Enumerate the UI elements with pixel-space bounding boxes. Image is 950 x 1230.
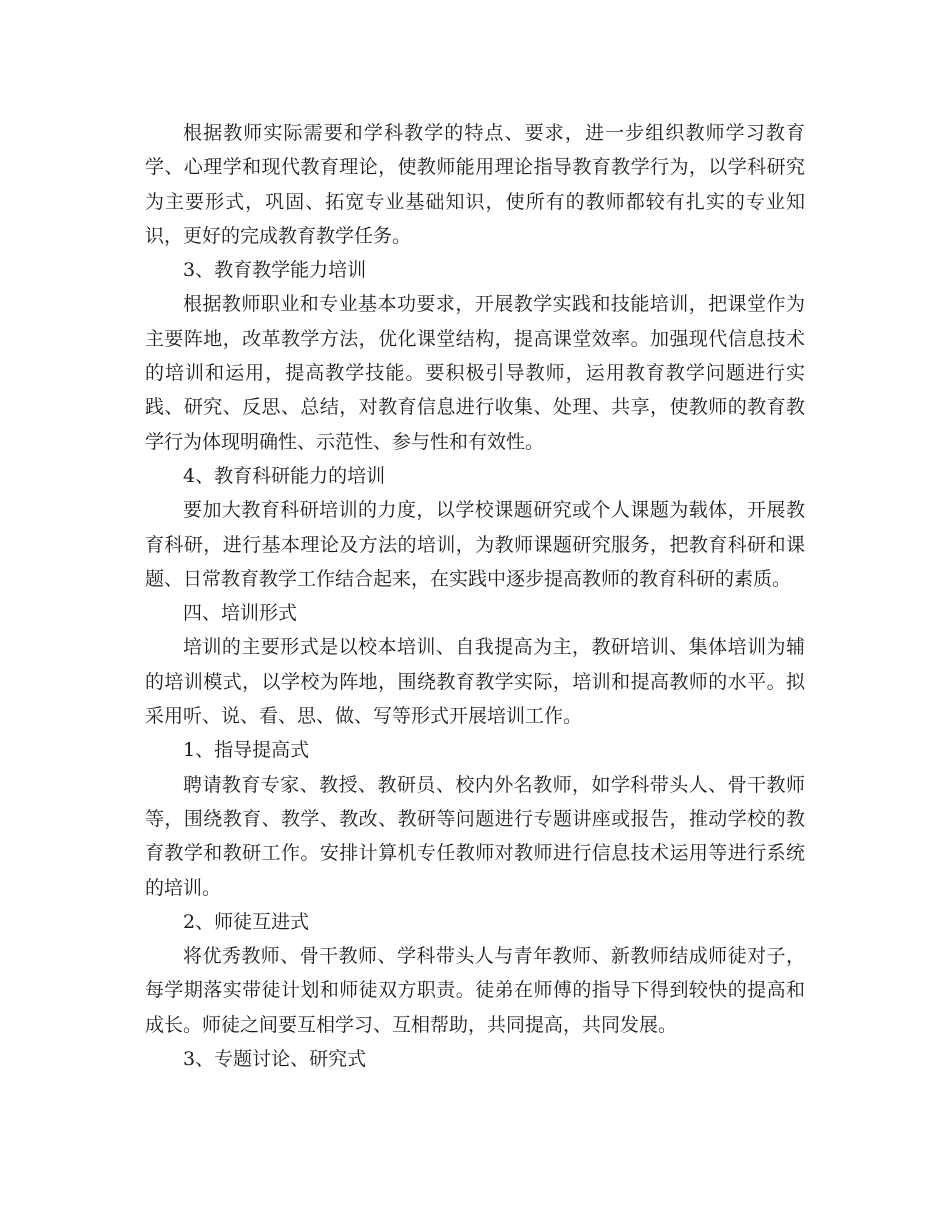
paragraph: 聘请教育专家、教授、教研员、校内外名教师，如学科带头人、骨干教师等，围绕教育、教学、教改、教研等问题进行专题讲座或报告，推动学校的教育教学和教研工作。安排计算机专任教师对教师进行信息技术运用等进行系统的培训。 (145, 773, 805, 899)
document-body (145, 116, 805, 1076)
section-heading: 3、教育教学能力培训 (183, 259, 367, 282)
paragraph: 培训的主要形式是以校本培训、自我提高为主，教研培训、集体培训为辅的培训模式，以学校为阵地，围绕教育教学实际，培训和提高教师的水平。拟采用听、说、看、思、做、写等形式开展培训工作。 (145, 636, 805, 728)
section-heading: 四、培训形式 (183, 602, 298, 625)
paragraph: 根据教师职业和专业基本功要求，开展教学实践和技能培训，把课堂作为主要阵地，改革教学方法，优化课堂结构，提高课堂效率。加强现代信息技术的培训和运用，提高教学技能。要积极引导教师，运用教育教学问题进行实践、研究、反思、总结，对教育信息进行收集、处理、共享，使教师的教育教学行为体现明确性、示范性、参与性和有效性。 (145, 293, 805, 453)
section-heading: 2、师徒互进式 (183, 910, 310, 933)
section-heading: 3、专题讨论、研究式 (183, 1048, 367, 1071)
paragraph: 要加大教育科研培训的力度，以学校课题研究或个人课题为载体，开展教育科研，进行基本理论及方法的培训，为教师课题研究服务，把教育科研和课题、日常教育教学工作结合起来，在实践中逐步提高教师的教育科研的素质。 (145, 499, 805, 590)
paragraph: 根据教师实际需要和学科教学的特点、要求，进一步组织教师学习教育学、心理学和现代教育理论，使教师能用理论指导教育教学行为，以学科研究为主要形式，巩固、拓宽专业基础知识，使所有的教师都较有扎实的专业知识，更好的完成教育教学任务。 (145, 122, 805, 247)
paragraph: 将优秀教师、骨干教师、学科带头人与青年教师、新教师结成师徒对子，每学期落实带徒计划和师徒双方职责。徒弟在师傅的指导下得到较快的提高和成长。师徒之间要互相学习、互相帮助，共同提高，共同发展。 (145, 945, 805, 1036)
section-heading: 4、教育科研能力的培训 (183, 464, 386, 487)
section-heading: 1、指导提高式 (183, 739, 310, 762)
